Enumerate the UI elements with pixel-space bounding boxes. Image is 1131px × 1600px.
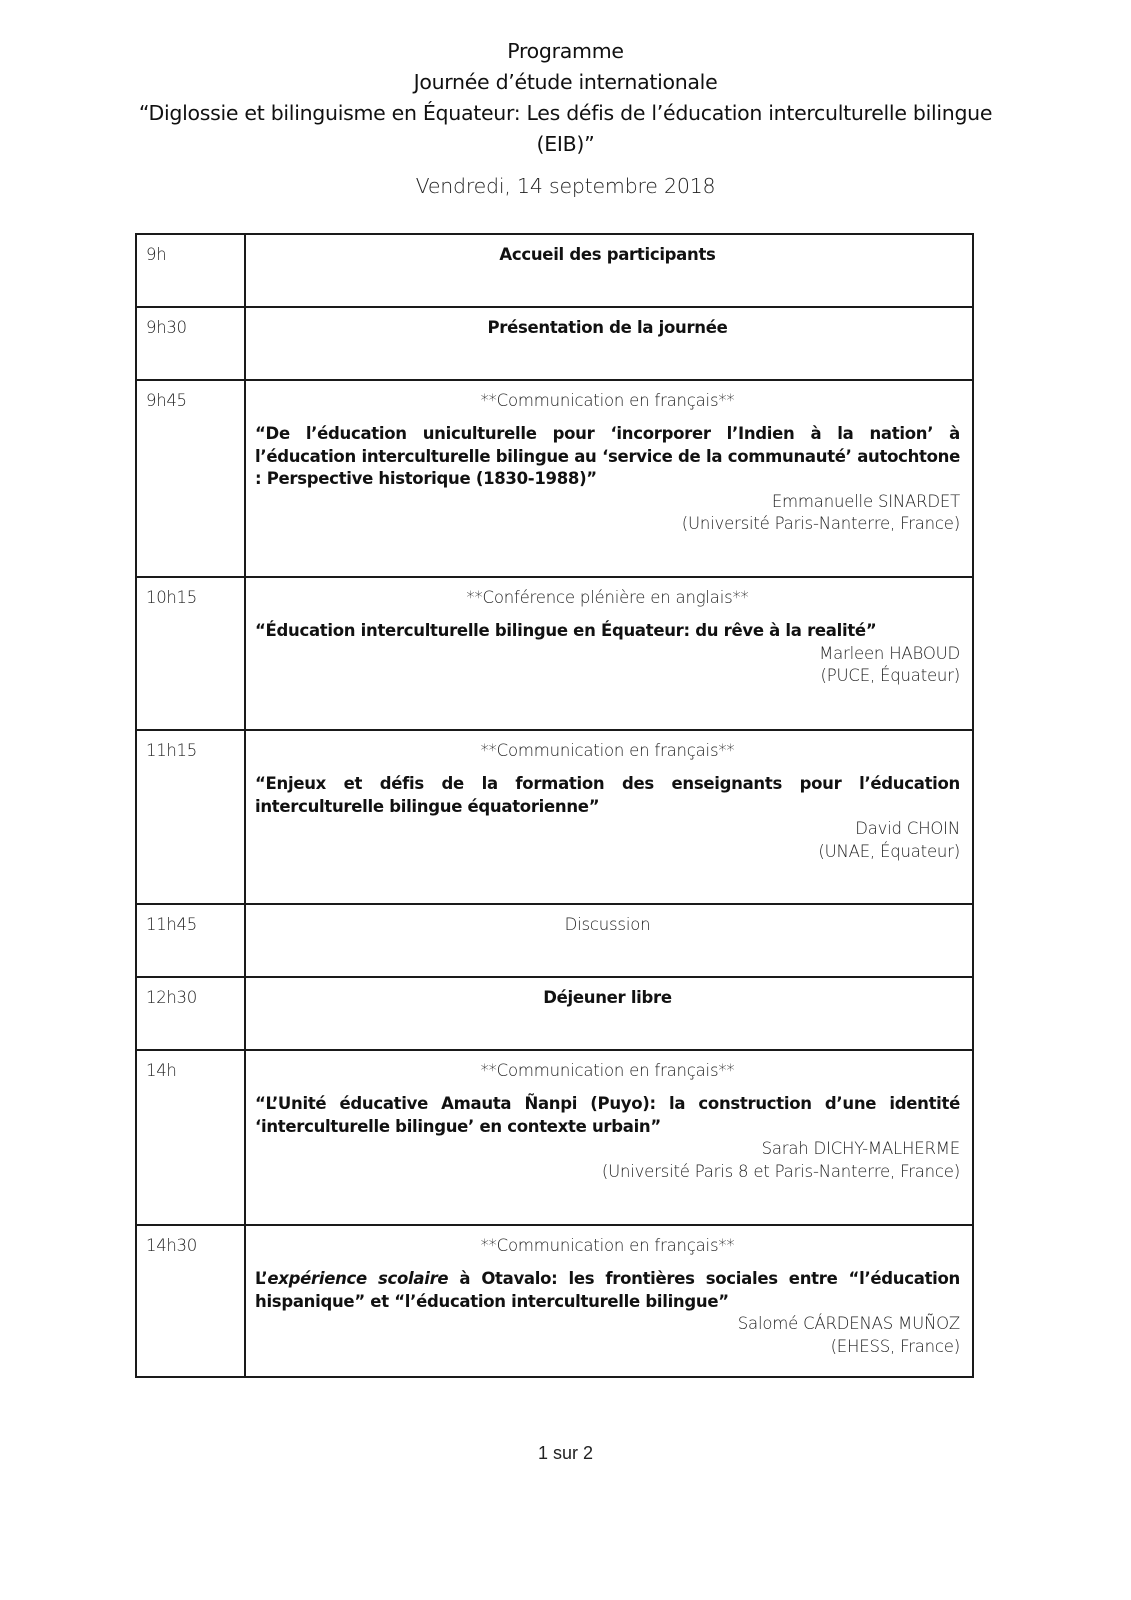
session-type: **Communication en français**: [480, 391, 735, 410]
page-indicator: 1 sur 2: [537, 1443, 594, 1463]
talk-title: [255, 1268, 960, 1313]
header-programme: Programme: [507, 39, 624, 63]
speaker-affiliation: (Université Paris 8 et Paris-Nanterre, France): [601, 1161, 960, 1181]
talk-title: “Éducation interculturelle bilingue en Équateur: du rêve à la realité”: [255, 621, 877, 640]
time-cell: 11h45: [136, 904, 245, 977]
session-type: **Communication en français**: [480, 1236, 735, 1255]
schedule-row-11h15: [136, 730, 973, 904]
content-cell: [245, 1225, 973, 1377]
content-cell: [245, 380, 973, 577]
document-header: [0, 36, 1131, 198]
content-cell: [245, 977, 973, 1050]
schedule-row-9h30: [136, 307, 973, 380]
session-type: **Conférence plénière en anglais**: [466, 588, 749, 607]
speaker-name: Salomé CÁRDENAS MUÑOZ: [737, 1314, 960, 1333]
speaker-affiliation: (PUCE, Équateur): [820, 666, 960, 685]
speaker-name: Sarah DICHY-MALHERME: [761, 1139, 960, 1158]
session-type: **Communication en français**: [480, 1061, 735, 1080]
session-title: Déjeuner libre: [543, 988, 672, 1007]
schedule-row-9h: [136, 234, 973, 307]
time-cell: 12h30: [136, 977, 245, 1050]
talk-title: “L’Unité éducative Amauta Ñanpi (Puyo): la construction d’une identité ‘interculturelle bilingue’ en contexte urbain”: [255, 1094, 960, 1136]
speaker-name: David CHOIN: [855, 819, 960, 838]
time-cell: 9h: [136, 234, 245, 307]
content-cell: [245, 307, 973, 380]
speaker-name: Emmanuelle SINARDET: [771, 491, 960, 511]
talk-title: “Enjeux et défis de la formation des enseignants pour l’éducation interculturelle bilingue équatorienne”: [255, 774, 960, 816]
time-cell: 10h15: [136, 577, 245, 730]
speaker-name: Marleen HABOUD: [819, 643, 960, 663]
content-cell: [245, 1050, 973, 1225]
content-cell: [245, 730, 973, 904]
session-title: Discussion: [564, 915, 651, 934]
session-type: **Communication en français**: [480, 741, 735, 760]
schedule-row-10h15: [136, 577, 973, 730]
time-cell: 11h15: [136, 730, 245, 904]
schedule-row-14h30: [136, 1225, 973, 1377]
talk-title-italic: expérience scolaire: [267, 1269, 449, 1288]
header-event-title: “Diglossie et bilinguisme en Équateur: Les défis de l’éducation interculturelle bilingue (EIB)”: [138, 101, 993, 156]
schedule-row-11h45: [136, 904, 973, 977]
header-date: Vendredi, 14 septembre 2018: [415, 174, 716, 198]
talk-title-prefix: L’: [255, 1269, 268, 1288]
time-cell: 14h: [136, 1050, 245, 1225]
time-cell: 9h45: [136, 380, 245, 577]
header-event-type: Journée d’étude internationale: [413, 70, 718, 94]
talk-title-suffix: à Otavalo: les frontières sociales entre “l’éducation hispanique” et “l’éducation interculturelle bilingue”: [255, 1269, 960, 1311]
content-cell: [245, 234, 973, 307]
content-cell: [245, 577, 973, 730]
talk-title: “De l’éducation uniculturelle pour ‘incorporer l’Indien à la nation’ à l’éducation interculturelle bilingue au ‘service de la communauté’ autochtone : Perspective historique (1830-1988)”: [255, 424, 960, 488]
schedule-row-14h: [136, 1050, 973, 1225]
speaker-affiliation: (Université Paris-Nanterre, France): [681, 514, 960, 533]
schedule-table: [135, 233, 974, 1378]
schedule-row-9h45: [136, 380, 973, 577]
content-cell: [245, 904, 973, 977]
speaker-affiliation: (UNAE, Équateur): [818, 841, 960, 861]
time-cell: 14h30: [136, 1225, 245, 1377]
time-cell: 9h30: [136, 307, 245, 380]
speaker-affiliation: (EHESS, France): [830, 1336, 960, 1356]
schedule-row-12h30: [136, 977, 973, 1050]
session-title: Accueil des participants: [499, 245, 716, 264]
session-title: Présentation de la journée: [487, 318, 728, 337]
